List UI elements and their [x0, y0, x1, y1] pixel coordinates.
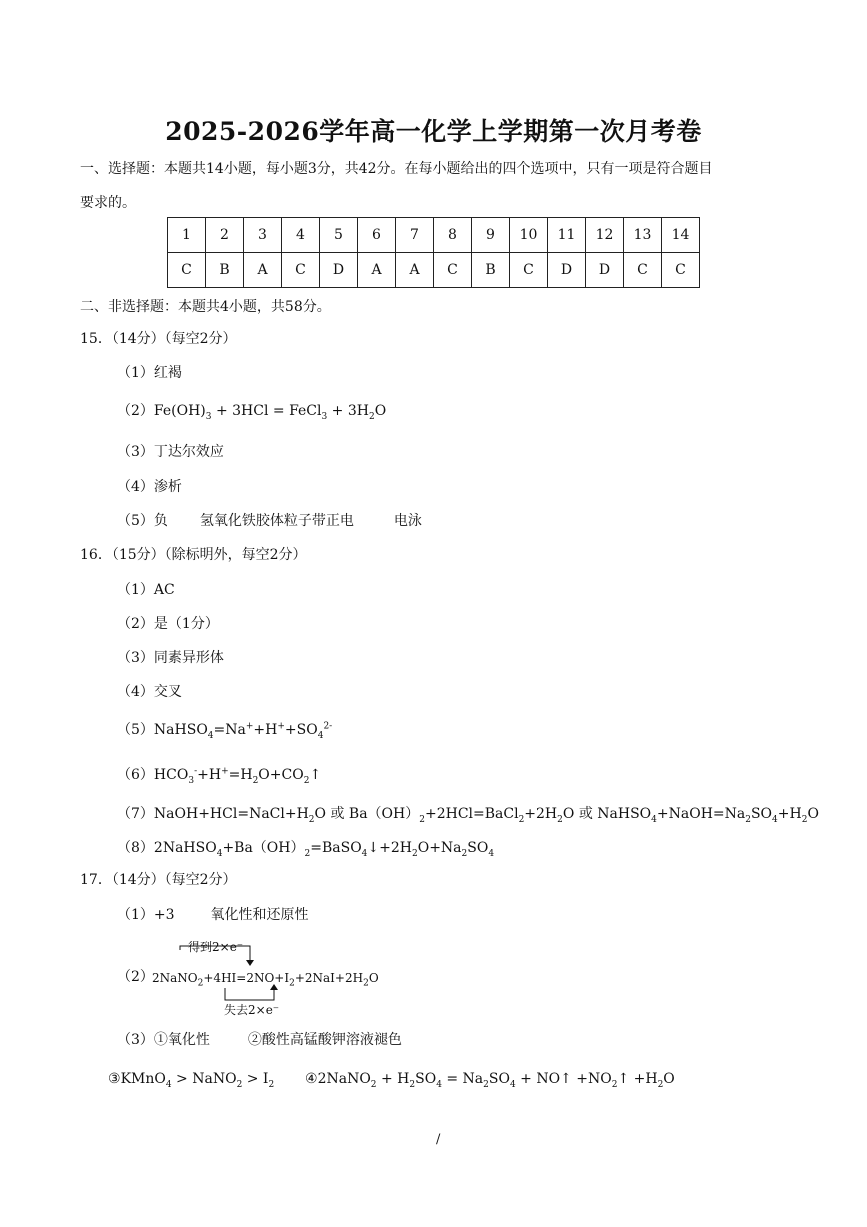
answer-cell: B [472, 253, 510, 288]
q17-answer-1 [117, 904, 309, 924]
q17-equation-4: 2NaNO$_2$ + $H_2SO_4 = Na_2SO_4$ + NO↑ $+NO_2↑ +H_2O$ [317, 1071, 675, 1090]
q15-answer-5 [117, 510, 422, 530]
q16-answer-5 [117, 719, 332, 741]
q16-answer-8 [117, 837, 494, 859]
q17-answer-3a: （3）①氧化性 [117, 1032, 210, 1048]
q17-circle-4: ④ [305, 1071, 318, 1087]
q17-equation-2: $2NaNO_2+4HI=2NO+I_2+2NaI+2H_2O$ [152, 971, 379, 989]
question-number: 6 [358, 218, 396, 253]
q15-answer-1: （1）红褐 [117, 365, 182, 381]
q17-answer-3d [305, 1071, 675, 1090]
q16-answer-7-label: （7） [117, 806, 154, 822]
q17-answer-3b: ②酸性高锰酸钾溶液褪色 [247, 1032, 402, 1048]
q15-answer-3: （3）丁达尔效应 [117, 444, 224, 460]
electron-transfer-diagram [152, 938, 392, 1018]
question-number: 9 [472, 218, 510, 253]
answer-cell: C [168, 253, 206, 288]
question-number: 7 [396, 218, 434, 253]
answer-cell: C [662, 253, 700, 288]
q16-answer-8-label: （8） [117, 840, 154, 856]
question-number: 1 [168, 218, 206, 253]
q16-answer-6 [117, 764, 321, 786]
q15-answer-2-label: （2） [117, 403, 154, 419]
q17-answer-2-label: （2） [117, 969, 154, 985]
section1-instructions: 一、选择题：本题共14小题，每小题3分，共42分。在每小题给出的四个选项中，只有一项是符合题目 [80, 161, 713, 177]
answer-cell: A [358, 253, 396, 288]
q15-answer-4: （4）渗析 [117, 479, 182, 495]
q17-answer-1a: （1）+3 [117, 907, 175, 923]
q15-header: 15．（14分）（每空2分） [80, 331, 237, 347]
q15-answer-5a: （5）负 [117, 513, 168, 529]
question-number: 13 [624, 218, 662, 253]
q15-answer-5b: 氢氧化铁胶体粒子带正电 [199, 513, 354, 529]
q16-answer-2: （2）是（1分） [117, 616, 219, 632]
q16-answer-6-label: （6） [117, 767, 154, 783]
q17-circle-3: ③ [108, 1071, 121, 1087]
q16-equation-6: $HCO_3^-+H^+=H_2O+CO_2↑$ [153, 766, 322, 786]
answer-table-numbers-row [168, 218, 700, 253]
answer-cell: C [282, 253, 320, 288]
q15-answer-2 [117, 400, 386, 422]
q17-answer-1b: 氧化性和还原性 [210, 907, 309, 923]
question-number: 5 [320, 218, 358, 253]
q17-header: 17．（14分）（每空2分） [80, 872, 237, 888]
q16-equation-5: $NaHSO_4=Na^++H^++SO_4^{2-}$ [153, 721, 333, 741]
question-number: 4 [282, 218, 320, 253]
question-number: 10 [510, 218, 548, 253]
section2-heading: 二、非选择题：本题共4小题，共58分。 [80, 299, 331, 315]
q15-equation: $Fe(OH)_3 + 3HCl$ = FeCl$_3$ + $3H_2O$ [153, 403, 387, 422]
q17-inequality: KMnO$_4$ > NaNO$_2$ > $I_2$ [120, 1071, 275, 1090]
q17-answer-3 [117, 1029, 402, 1049]
page-number: / [436, 1132, 441, 1147]
page-title: 2025-2026学年高一化学上学期第一次月考卷 [165, 117, 702, 146]
section1-instructions-cont: 要求的。 [80, 195, 136, 211]
q16-answer-7 [117, 803, 819, 825]
q16-answer-1: （1）AC [117, 582, 175, 598]
answer-cell: C [624, 253, 662, 288]
q16-header: 16．（15分）（除标明外，每空2分） [80, 547, 307, 563]
question-number: 12 [586, 218, 624, 253]
q16-answer-4: （4）交叉 [117, 684, 182, 700]
q15-answer-5c: 电泳 [393, 513, 422, 529]
q17-answer-3c [108, 1071, 274, 1090]
answer-cell: B [206, 253, 244, 288]
question-number: 2 [206, 218, 244, 253]
lose-electrons-label: 失去2×e⁻ [224, 1003, 280, 1017]
q16-equation-8: $2NaHSO_4+Ba(OH)_2=BaSO_4↓+2H_2O+Na_2SO_4$ [153, 840, 495, 859]
q16-answer-3: （3）同素异形体 [117, 650, 224, 666]
answer-table [167, 217, 700, 288]
question-number: 11 [548, 218, 586, 253]
answer-table-answers-row [168, 253, 700, 288]
q16-answer-5-label: （5） [117, 722, 154, 738]
answer-cell: D [586, 253, 624, 288]
answer-cell: C [510, 253, 548, 288]
answer-cell: A [244, 253, 282, 288]
gain-electrons-label: 得到2×e⁻ [188, 940, 244, 954]
question-number: 8 [434, 218, 472, 253]
q16-equation-7: $NaOH+HCl=NaCl+H_2O$ 或 $Ba(OH)_2+2HCl=BaCl_2+2H_2O$ 或 $NaHSO_4+NaOH=Na_2SO_4+H_2O$ [153, 806, 819, 825]
question-number: 14 [662, 218, 700, 253]
question-number: 3 [244, 218, 282, 253]
answer-cell: D [548, 253, 586, 288]
answer-cell: C [434, 253, 472, 288]
answer-cell: D [320, 253, 358, 288]
answer-cell: A [396, 253, 434, 288]
